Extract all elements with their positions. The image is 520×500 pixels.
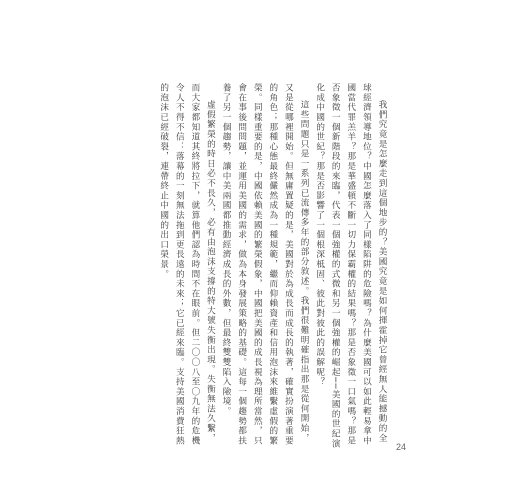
page-number: 24: [396, 442, 407, 452]
paragraph-2: 這些問題只是一系列已流傳多年的部分敘述。我們很難明確指出那是從何開始，又是從哪裡開始。但無庸置疑的是，美國對於為成長而成長的執著，確實扮演著重要的角色；那種心態最終儼然成為一種規範，繼而仰賴資產和信用泡沫來維繫虛假的繁榮。同樣重要的是，中國依賴美國的繁榮假象，中國把美國的成長視為理所當然，只會在事後問問題，並運用美國的需求，做為本身發展策略的基礎。這每一個趨勢都扶養了另一個趨勢，讓中美兩國都推動經濟成長的外數，但最終雙雙陷入險境。: [221, 83, 310, 446]
paragraph-3: 虛假繁榮的時日必不長久，必有由泡沫支撐的特大號失衡出現。失衡無法久繫，而大家都知道其終將拉下，就算他們認為時間不在眼前。但二〇〇八至〇九年的危機令人不得不信：落幕的一刻無法拖到更長遠的未來；它已經來臨。支持美國消費狂熱的泡沫已經破裂，連帶終止中國的出口榮景。: [158, 83, 216, 446]
body-text: [29, 83, 389, 451]
paragraph-1: 我們究竟是怎麼走到這個地步的？美國究竟是如何揮霍掉它曾經無人能撼動的全球經濟領導地位？中國怎麼落入了同樣陷阱的危險嗎？為什麼美國可以如此輕易拿中國當代罪羔羊？那是華盛頓不斷一切力保霸權的結果嗎？那是否象徵一口氣嗎？那是否象徵一個新階段的來臨，代表一個強權的式微和另一個強權的崛起──美國的世紀演化成中國的世紀？那是否影響了一個根深柢固、彼此對彼此的誤解呢？: [314, 83, 387, 449]
